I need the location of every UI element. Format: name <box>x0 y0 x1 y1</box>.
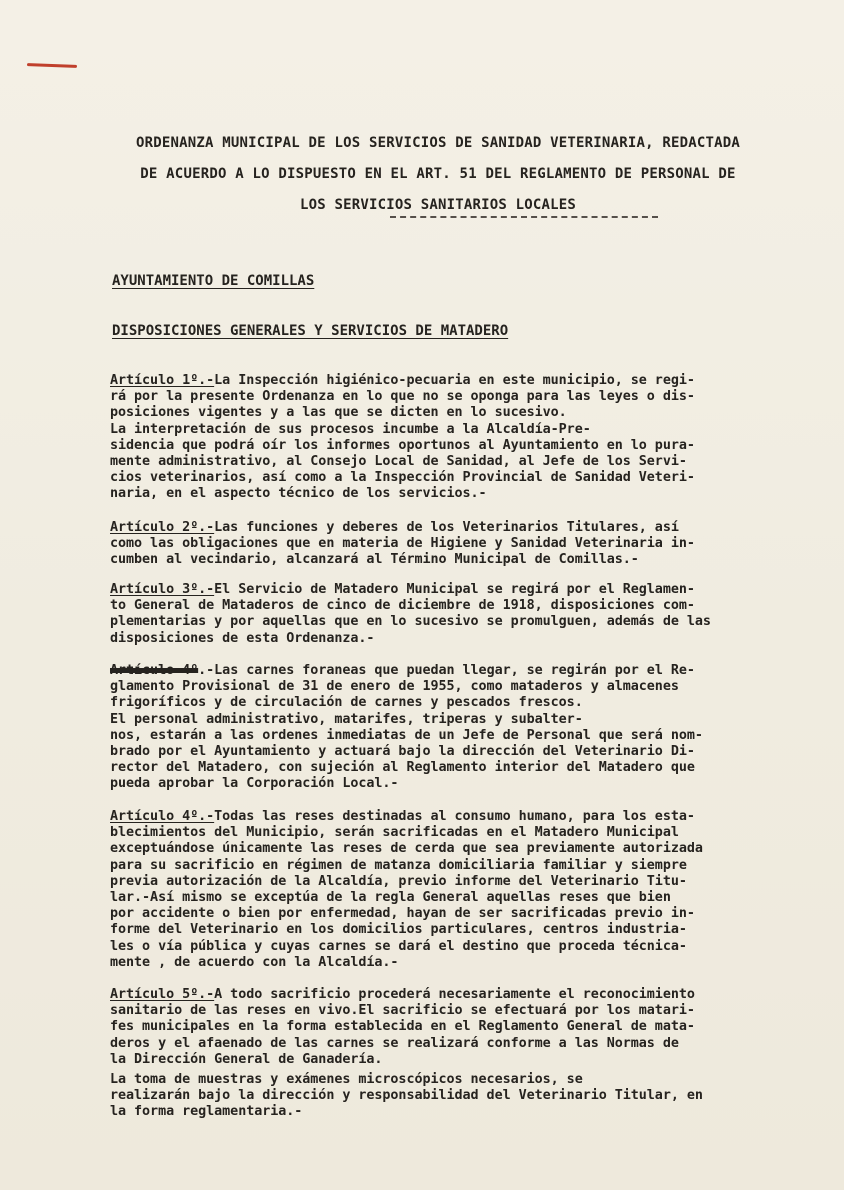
article-text: El Servicio de Matadero Municipal se regirá por el Reglamen- to General de Mataderos de cinco de diciembre de 1918, disposiciones com- plementarias y por aquellas que en lo sucesivo se promulguen, además de las disposiciones de esta Ordenanza.- <box>110 582 711 646</box>
article-1 <box>110 373 836 503</box>
article-5 <box>110 987 836 1068</box>
title-line-1: ORDENANZA MUNICIPAL DE LOS SERVICIOS DE SANIDAD VETERINARIA, REDACTADA <box>135 135 740 151</box>
article-label: Artículo 2º.- <box>110 520 215 535</box>
document-title <box>108 128 808 221</box>
article-3 <box>110 582 836 647</box>
article-label: Artículo 4º.- <box>110 809 215 824</box>
struck-article-label: Artículo 4º <box>110 663 199 678</box>
article-text: La Inspección higiénico-pecuaria en este municipio, se regi- rá por la presente Ordenanza en lo que no se oponga para las leyes o dis- posiciones vigentes y a las que se dicten en lo sucesivo. La interpretación de sus procesos incumbe a la Alcaldía-Pre- sidencia que podrá oír los informes oportunos al Ayuntamiento en lo pura- mente administrativo, al Consejo Local de Sanidad, al Jefe de los Servi- cios veterinarios, así como a la Inspección Provincial de Sanidad Veteri- naria, en el aspecto técnico de los servicios.- <box>110 373 695 502</box>
article-label: Artículo 5º.- <box>110 987 215 1002</box>
article-4 <box>110 809 836 971</box>
article-text: A todo sacrificio procederá necesariamente el reconocimiento sanitario de las reses en vivo.El sacrificio se efectuará por los matari- fes municipales en la forma establecida en el Reglamento General de mata- deros y el afaenado de las carnes se realizará conforme a las Normas de la Dirección General de Ganadería. <box>110 987 695 1067</box>
title-line-3: LOS SERVICIOS SANITARIOS LOCALES <box>299 197 577 213</box>
heading-ayuntamiento: AYUNTAMIENTO DE COMILLAS <box>112 273 315 289</box>
article-5-continuation <box>110 1072 836 1121</box>
article-text: Todas las reses destinadas al consumo humano, para los esta- blecimientos del Municipio, serán sacrificadas en el Matadero Municipal exceptuándose únicamente las reses de cerda que sea previamente autorizada para su sacrificio en régimen de matanza domiciliaria familiar y siempre previa autorización de la Alcaldía, previo informe del Veterinario Titu- lar.-Así mismo se exceptúa de la regla General aquellas reses que bien por accidente o bien por enfermedad, hayan de ser sacrificadas previo in- forme del Veterinario en los domicilios particulares, centros industria- les o vía pública y cuyas carnes se dará el destino que proceda técnica- mente , de acuerdo con la Alcaldía.- <box>110 809 703 970</box>
paper-mark <box>27 63 77 68</box>
article-struck <box>110 663 836 793</box>
heading-disposiciones: DISPOSICIONES GENERALES Y SERVICIOS DE MATADERO <box>112 323 509 339</box>
article-2 <box>110 520 836 569</box>
article-text: .-Las carnes foraneas que puedan llegar, se regirán por el Re- glamento Provisional de 31 de enero de 1955, como mataderos y almacenes frigoríficos y de circulación de carnes y pescados frescos. El personal administrativo, matarifes, triperas y subalter- nos, estarán a las ordenes inmediatas de un Jefe de Personal que será nom- brado por el Ayuntamiento y actuará bajo la dirección del Veterinario Di- rector del Matadero, con sujeción al Reglamento interior del Matadero que pueda aprobar la Corporación Local.- <box>110 663 703 792</box>
article-text: La toma de muestras y exámenes microscópicos necesarios, se realizarán bajo la dirección y responsabilidad del Veterinario Titular, en la forma reglamentaria.- <box>110 1072 703 1120</box>
article-label: Artículo 1º.- <box>110 373 215 388</box>
title-line-2: DE ACUERDO A LO DISPUESTO EN EL ART. 51 DEL REGLAMENTO DE PERSONAL DE <box>140 166 736 182</box>
article-text: Las funciones y deberes de los Veterinarios Titulares, así como las obligaciones que en materia de Higiene y Sanidad Veterinaria in- cumben al vecindario, alcanzará al Término Municipal de Comillas.- <box>110 520 695 568</box>
article-label: Artículo 3º.- <box>110 582 215 597</box>
